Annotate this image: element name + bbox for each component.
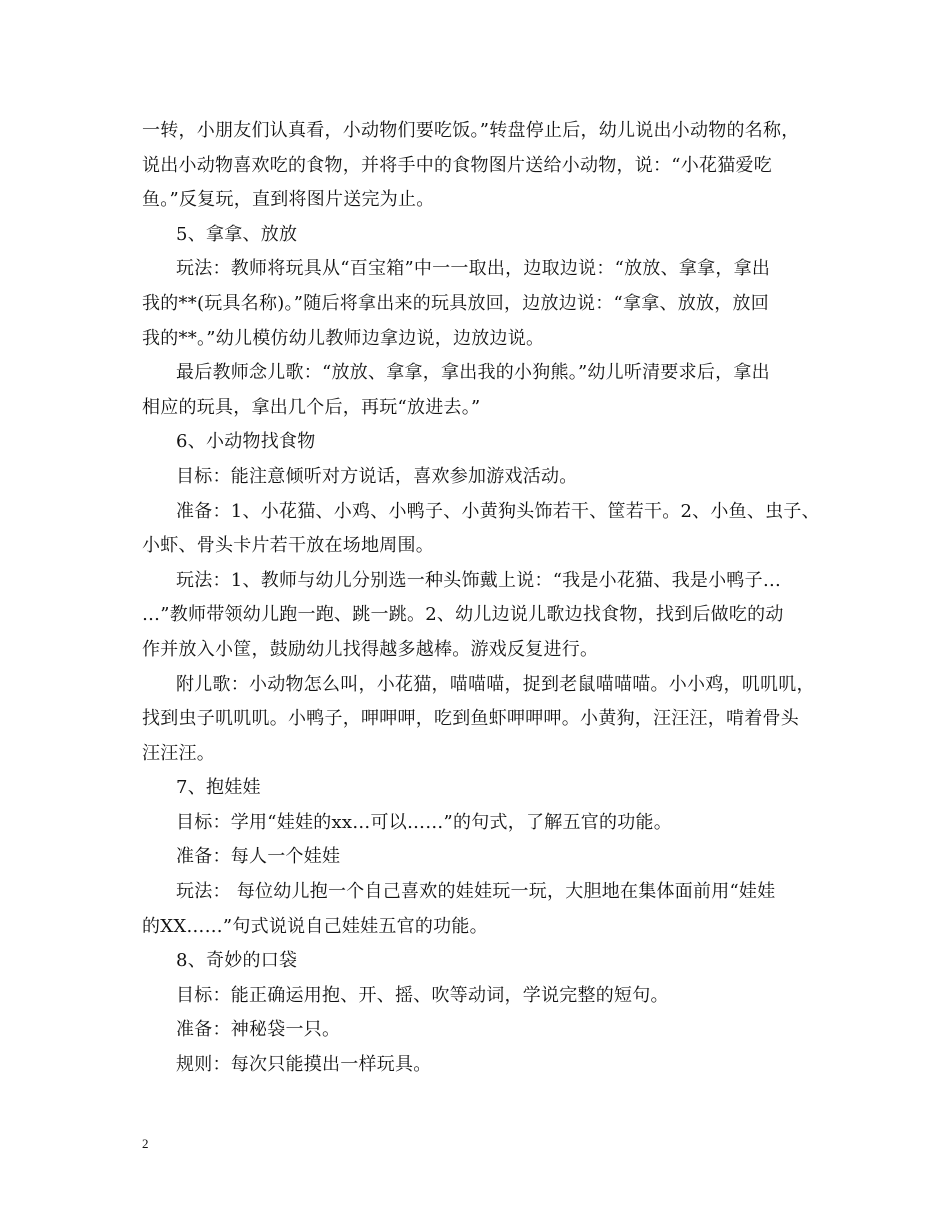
text-line: 一转，小朋友们认真看，小动物们要吃饭。”转盘停止后，幼儿说出小动物的名称， — [142, 120, 800, 141]
text-line: 相应的玩具，拿出几个后，再玩“放进去。” — [142, 396, 481, 418]
text-line: 5、拿拿、放放 — [176, 223, 298, 245]
body-text — [142, 114, 832, 1083]
text-line: 找到虫子叽叽叽。小鸭子，呷呷呷，吃到鱼虾呷呷呷。小黄狗，汪汪汪，啃着骨头 — [142, 708, 799, 730]
text-line: 规则：每次只能摸出一样玩具。 — [176, 1054, 432, 1076]
text-line: 玩法：教师将玩具从“百宝箱”中一一取出，边取边说：“放放、拿拿，拿出 — [176, 258, 771, 280]
text-line: 目标：能注意倾听对方说话，喜欢参加游戏活动。 — [176, 465, 578, 487]
text-line: 准备：神秘袋一只。 — [176, 1019, 341, 1041]
text-line: 目标：学用“娃娃的xx…可以……”的句式，了解五官的功能。 — [176, 811, 672, 833]
text-line: 准备：每人一个娃娃 — [176, 846, 341, 868]
text-line: 6、小动物找食物 — [176, 431, 316, 453]
text-line: 8、奇妙的口袋 — [176, 950, 298, 972]
text-line: 的XX……”句式说说自己娃娃五官的功能。 — [142, 915, 488, 937]
text-line: …”教师带领幼儿跑一跑、跳一跳。2、幼儿边说儿歌边找食物，找到后做吃的动 — [142, 604, 784, 626]
text-line: 附儿歌：小动物怎么叫，小花猫，喵喵喵，捉到老鼠喵喵喵。小小鸡，叽叽叽， — [176, 673, 815, 695]
text-line: 我的**。”幼儿模仿幼儿教师边拿边说，边放边说。 — [142, 327, 545, 349]
text-line: 作并放入小筐，鼓励幼儿找得越多越棒。游戏反复进行。 — [142, 638, 599, 660]
text-line: 我的**(玩具名称)。”随后将拿出来的玩具放回，边放边说：“拿拿、放放，放回 — [142, 292, 769, 314]
text-line: 准备：1、小花猫、小鸡、小鸭子、小黄狗头饰若干、筐若干。2、小鱼、虫子、 — [176, 500, 820, 522]
text-line: 鱼。”反复玩，直到将图片送完为止。 — [142, 189, 435, 211]
text-line: 小虾、骨头卡片若干放在场地周围。 — [142, 535, 434, 557]
text-line: 玩法：1、教师与幼儿分别选一种头饰戴上说：“我是小花猫、我是小鸭子… — [176, 569, 782, 591]
page-number: 2 — [142, 1136, 149, 1151]
text-line: 最后教师念儿歌：“放放、拿拿，拿出我的小狗熊。”幼儿听清要求后，拿出 — [176, 362, 770, 384]
text-line: 玩法： 每位幼儿抱一个自己喜欢的娃娃玩一玩，大胆地在集体面前用“娃娃 — [176, 881, 776, 903]
text-line: 7、抱娃娃 — [176, 777, 261, 799]
text-line: 说出小动物喜欢吃的食物，并将手中的食物图片送给小动物，说：“小花猫爱吃 — [142, 154, 772, 176]
text-line: 目标：能正确运用抱、开、摇、吹等动词，学说完整的短句。 — [176, 984, 669, 1006]
text-line: 汪汪汪。 — [142, 742, 215, 764]
